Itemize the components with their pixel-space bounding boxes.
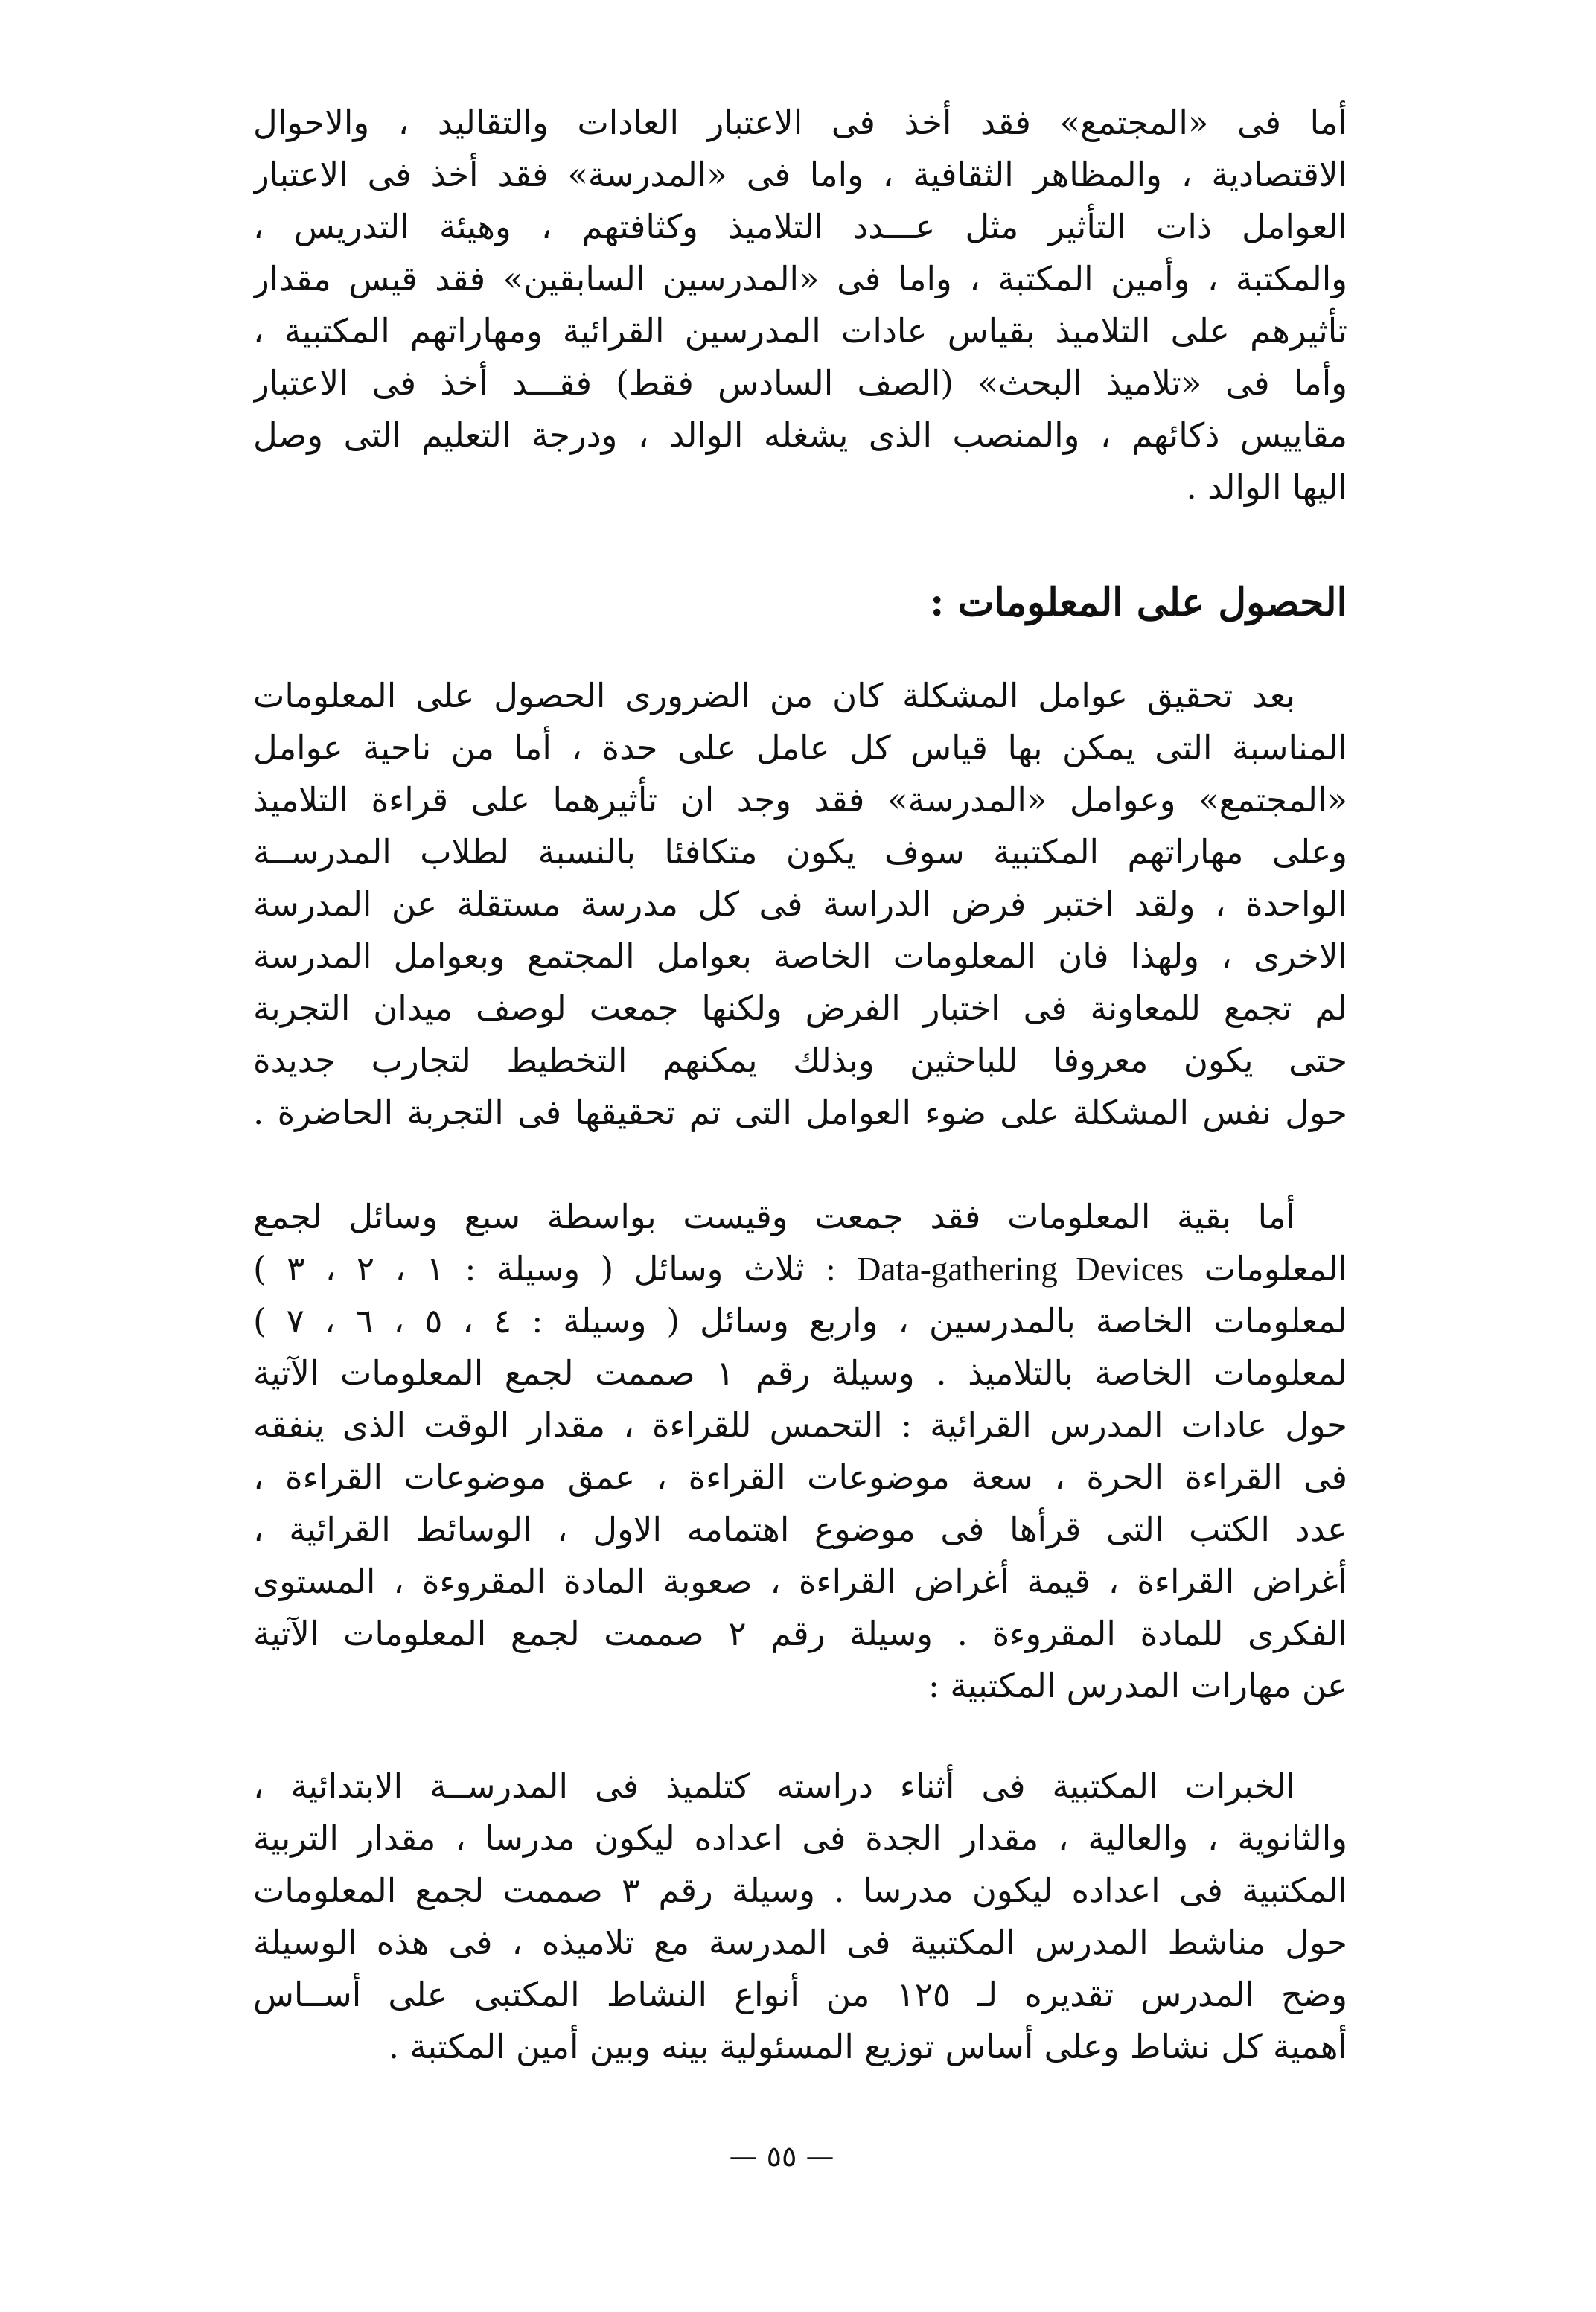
text-line: وضح المدرس تقديره لـ ١٢٥ من أنواع النشاط المكتبى على أســاس — [253, 1975, 1347, 2014]
paragraph-data-gathering-devices — [253, 1191, 1347, 1712]
text-line: مقاييس ذكائهم ، والمنصب الذى يشغله الوالد ، ودرجة التعليم التى وصل — [253, 415, 1347, 455]
text-line: أما بقية المعلومات فقد جمعت وقيست بواسطة سبع وسائل لجمع — [253, 1197, 1295, 1236]
text-segment: : ثلاث وسائل ( وسيلة : ١ ، ٢ ، ٣ ) — [253, 1249, 837, 1288]
text-line: الواحدة ، ولقد اختبر فرض الدراسة فى كل مدرسة مستقلة عن المدرسة — [253, 884, 1347, 924]
text-line: أما فى «المجتمع» فقد أخذ فى الاعتبار العادات والتقاليد ، والاحوال — [253, 103, 1347, 142]
text-line: لمعلومات الخاصة بالمدرسين ، واربع وسائل ( وسيلة : ٤ ، ٥ ، ٦ ، ٧ ) — [253, 1301, 1347, 1341]
text-line: عن مهارات المدرس المكتبية : — [928, 1666, 1347, 1705]
text-line: حول مناشط المدرس المكتبية فى المدرسة مع تلاميذه ، فى هذه الوسيلة — [253, 1923, 1347, 1962]
text-line: والثانوية ، والعالية ، مقدار الجدة فى اعداده ليكون مدرسا ، مقدار التربية — [253, 1818, 1347, 1858]
text-line: «المجتمع» وعوامل «المدرسة» فقد وجد ان تأثيرهما على قراءة التلاميذ — [253, 780, 1347, 820]
text-line: الاخرى ، ولهذا فان المعلومات الخاصة بعوامل المجتمع وبعوامل المدرسة — [253, 936, 1347, 976]
page-number: — ٥٥ — — [729, 2140, 834, 2173]
text-line: أهمية كل نشاط وعلى أساس توزيع المسئولية بينه وبين أمين المكتبة . — [388, 2027, 1347, 2066]
text-line: وعلى مهاراتهم المكتبية سوف يكون متكافئا بالنسبة لطلاب المدرســة — [253, 832, 1347, 872]
document-page — [253, 97, 1347, 2300]
text-line: أغراض القراءة ، قيمة أغراض القراءة ، صعوبة المادة المقروءة ، المستوى — [253, 1562, 1347, 1601]
text-line: المكتبية فى اعداده ليكون مدرسا . وسيلة رقم ٣ صممت لجمع المعلومات — [253, 1871, 1347, 1910]
text-line: تأثيرهم على التلاميذ بقياس عادات المدرسين القرائية ومهاراتهم المكتبية ، — [253, 311, 1347, 351]
text-line: عدد الكتب التى قرأها فى موضوع اهتمامه الاول ، الوسائط القرائية ، — [253, 1510, 1347, 1549]
text-line: وأما فى «تلاميذ البحث» (الصف السادس فقط) فقـــد أخذ فى الاعتبار — [253, 363, 1347, 403]
text-segment: المعلومات — [1204, 1249, 1347, 1288]
section-heading: الحصول على المعلومات : — [930, 580, 1347, 625]
text-line: حتى يكون معروفا للباحثين وبذلك يمكنهم التخطيط لتجارب جديدة — [253, 1041, 1347, 1080]
paragraph-obtaining-information — [253, 670, 1347, 1139]
latin-term: Data-gathering Devices — [856, 1251, 1184, 1288]
text-line: فى القراءة الحرة ، سعة موضوعات القراءة ، عمق موضوعات القراءة ، — [253, 1457, 1347, 1497]
text-line: والمكتبة ، وأمين المكتبة ، واما فى «المدرسين السابقين» فقد قيس مقدار — [253, 259, 1347, 298]
paragraph-society-school-factors — [253, 97, 1347, 514]
text-line: المناسبة التى يمكن بها قياس كل عامل على حدة ، أما من ناحية عوامل — [253, 728, 1347, 767]
text-line: بعد تحقيق عوامل المشكلة كان من الضرورى الحصول على المعلومات — [253, 676, 1295, 715]
text-line: حول نفس المشكلة على ضوء العوامل التى تم تحقيقها فى التجربة الحاضرة . — [253, 1093, 1347, 1132]
text-line-with-latin — [253, 1243, 1347, 1295]
text-line: حول عادات المدرس القرائية : التحمس للقراءة ، مقدار الوقت الذى ينفقه — [253, 1405, 1347, 1445]
text-line: الاقتصادية ، والمظاهر الثقافية ، واما فى «المدرسة» فقد أخذ فى الاعتبار — [253, 155, 1347, 194]
text-line: الفكرى للمادة المقروءة . وسيلة رقم ٢ صممت لجمع المعلومات الآتية — [253, 1614, 1347, 1653]
text-line: العوامل ذات التأثير مثل عـــدد التلاميذ وكثافتهم ، وهيئة التدريس ، — [253, 207, 1347, 246]
paragraph-library-experiences — [253, 1760, 1347, 2073]
text-line: اليها الوالد . — [1186, 467, 1347, 507]
text-line: الخبرات المكتبية فى أثناء دراسته كتلميذ فى المدرســة الابتدائية ، — [253, 1766, 1295, 1806]
text-line: لمعلومات الخاصة بالتلاميذ . وسيلة رقم ١ صممت لجمع المعلومات الآتية — [253, 1353, 1347, 1393]
text-line: لم تجمع للمعاونة فى اختبار الفرض ولكنها جمعت لوصف ميدان التجربة — [253, 989, 1347, 1028]
